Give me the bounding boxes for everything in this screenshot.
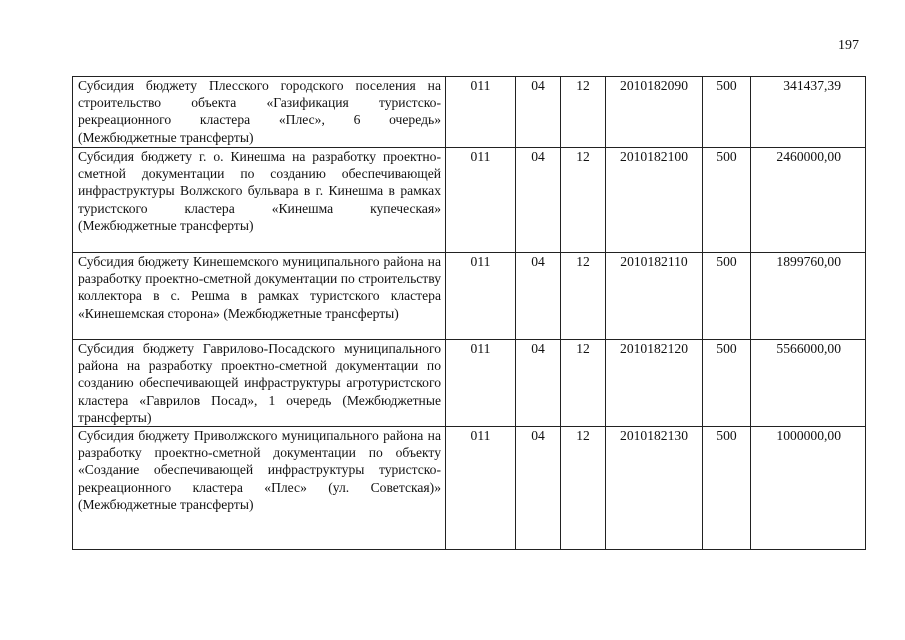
amount-value: 2460000,00 bbox=[751, 148, 866, 253]
expense-type-code: 500 bbox=[703, 148, 751, 253]
amount-value: 341437,39 bbox=[751, 77, 866, 148]
amount-value: 5566000,00 bbox=[751, 340, 866, 427]
section-code: 04 bbox=[516, 253, 561, 340]
row-description: Субсидия бюджету г. о. Кинешма на разработку проектно-сметной документации по созданию обеспечивающей инфраструктуры Волжского бульвара в г. Кинешма в рамках туристского кластера «Кинешма купеческая» (Межбюджетные трансферты) bbox=[73, 148, 446, 253]
ministry-code: 011 bbox=[446, 77, 516, 148]
table-row bbox=[73, 427, 866, 550]
ministry-code: 011 bbox=[446, 253, 516, 340]
ministry-code: 011 bbox=[446, 427, 516, 550]
section-code: 04 bbox=[516, 148, 561, 253]
ministry-code: 011 bbox=[446, 340, 516, 427]
expense-type-code: 500 bbox=[703, 253, 751, 340]
expense-type-code: 500 bbox=[703, 427, 751, 550]
table-row bbox=[73, 340, 866, 427]
target-article-code: 2010182090 bbox=[606, 77, 703, 148]
budget-table bbox=[72, 76, 866, 550]
table-row bbox=[73, 77, 866, 148]
table-row bbox=[73, 148, 866, 253]
expense-type-code: 500 bbox=[703, 340, 751, 427]
row-description: Субсидия бюджету Плесского городского поселения на строительство объекта «Газификация туристско-рекреационного кластера «Плес», 6 очередь» (Межбюджетные трансферты) bbox=[73, 77, 446, 148]
ministry-code: 011 bbox=[446, 148, 516, 253]
target-article-code: 2010182110 bbox=[606, 253, 703, 340]
subsection-code: 12 bbox=[561, 253, 606, 340]
subsection-code: 12 bbox=[561, 427, 606, 550]
subsection-code: 12 bbox=[561, 340, 606, 427]
row-description: Субсидия бюджету Приволжского муниципального района на разработку проектно-сметной документации по объекту «Создание обеспечивающей инфраструктуры туристско-рекреационного кластера «Плес» (ул. Советская)» (Межбюджетные трансферты) bbox=[73, 427, 446, 550]
subsection-code: 12 bbox=[561, 148, 606, 253]
row-description: Субсидия бюджету Гаврилово-Посадского муниципального района на разработку проектно-сметной документации по созданию обеспечивающей инфраструктуры агротуристского кластера «Гаврилов Посад», 1 очередь (Межбюджетные трансферты) bbox=[73, 340, 446, 427]
target-article-code: 2010182100 bbox=[606, 148, 703, 253]
target-article-code: 2010182120 bbox=[606, 340, 703, 427]
target-article-code: 2010182130 bbox=[606, 427, 703, 550]
table-row bbox=[73, 253, 866, 340]
row-description: Субсидия бюджету Кинешемского муниципального района на разработку проектно-сметной документации по строительству коллектора в с. Решма в рамках туристского кластера «Кинешемская сторона» (Межбюджетные трансферты) bbox=[73, 253, 446, 340]
amount-value: 1899760,00 bbox=[751, 253, 866, 340]
page-number: 197 bbox=[838, 38, 859, 53]
amount-value: 1000000,00 bbox=[751, 427, 866, 550]
section-code: 04 bbox=[516, 340, 561, 427]
section-code: 04 bbox=[516, 427, 561, 550]
subsection-code: 12 bbox=[561, 77, 606, 148]
section-code: 04 bbox=[516, 77, 561, 148]
expense-type-code: 500 bbox=[703, 77, 751, 148]
